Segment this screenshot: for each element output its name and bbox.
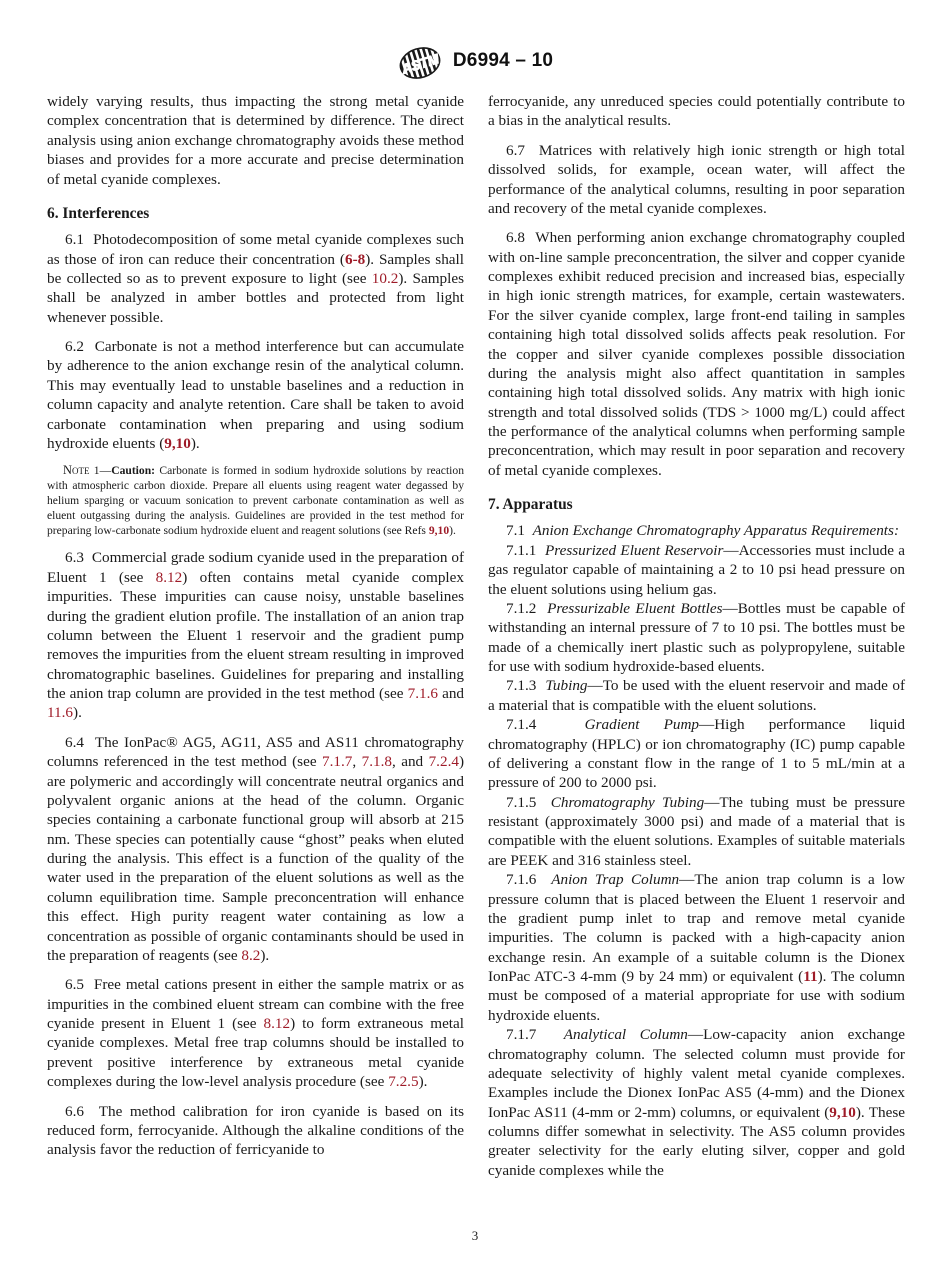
paragraph-7-1-7-text-1: —Low-capacity anion exchange chromatography column. The selected column must provide for adequate selectivity of highly valent metal cyanide complexes. Examples include the Dionex IonPac AS5 (4-mm) and the Dionex IonPac AS11 (4-mm or 2-mm) columns, or equivalent ( (488, 1026, 905, 1121)
paragraph-7-1-7-title: Analytical Column (563, 1026, 688, 1044)
svg-text:ASTM: ASTM (399, 51, 441, 77)
paragraph-6-2-text-1: Carbonate is not a method interference but can accumulate by adherence to the anion exchange resin of the analytical column. This may eventually lead to unstable baselines and a reduction in column capacity and analyte retention. Care shall be taken to avoid carbonate contamination when preparing and using sodium hydroxide eluents ( (47, 338, 464, 452)
link-section-7-1-7[interactable]: 7.1.7 (322, 753, 353, 771)
document-number: D6994 – 10 (452, 50, 554, 71)
paragraph-6-8-text-1: When performing anion exchange chromatography coupled with on-line sample preconcentration, the silver and copper cyanide complexes exhibit reduced precision and increased bias, especially in high ionic strength matrices, for example, certain wastewaters. For the silver cyanide complex, large front-end tailing in samples containing high total dissolved solids affects peak resolution. For the copper and silver cyanide complexes possible dissociation during the analysis might also affect quantitation in samples containing high total dissolved solids. Any matrix with high ionic strength and total dissolved solids (TDS > 1000 mg/L) could affect the performance of the analytical columns when performing sample preconcentration, which may result in poor separation and recovery of metal cyanide complexes. (488, 229, 905, 479)
clause-number-7-1-7: 7.1.7 (506, 1026, 537, 1044)
link-ref-11[interactable]: 11 (803, 968, 818, 985)
paragraph-6-4-text-4: ) are polymeric and accordingly will concentrate neutral organics and polyvalent organic anions at the head of the column. Organic species containing a carbonate functional group will absorb at 215 nm. These species can potentially cause “ghost” peaks when eluted during the analysis. This effect is a function of the quality of the water used in the preparation of the eluent solutions as well as the column equilibration time. Sample preconcentration will enhance this effect. High purity reagent water containing as low a concentration as possible of organic contaminants should be used in the preparation of reagents (see (47, 753, 465, 964)
link-section-10-2[interactable]: 10.2 (371, 269, 399, 287)
clause-number-7-1-5: 7.1.5 (506, 793, 537, 811)
link-section-11-6[interactable]: 11.6 (47, 704, 74, 722)
link-section-8-12-a[interactable]: 8.12 (155, 568, 183, 586)
paragraph-6-3-text-2: ) often contains metal cyanide complex impurities. These impurities can cause noisy, unstable baselines during the gradient elution profile. The installation of an anion trap column between the Eluent 1 reservoir and the gradient pump removes the impurities from the eluent stream resulting in improved chromatographic baselines. Guidelines for preparing and installing the anion trap column are provided in the test method (see (47, 568, 464, 703)
paragraph-6-5-text-2: ) to form extraneous metal cyanide complexes. Metal free trap columns should be installed to prevent positive interference by extraneous metal cyanide complexes during the low-level analysis procedure (see (47, 1015, 464, 1091)
paragraph-7-1-title: Anion Exchange Chromatography Apparatus Requirements: (532, 522, 899, 540)
paragraph-7-1-5-title: Chromatography Tubing (550, 793, 705, 811)
note-text-1: Carbonate is formed in sodium hydroxide solutions by reaction with atmospheric carbon dioxide. Prepare all eluents using reagent water degassed by helium sparging or vacuum sonication to prevent carbonate contamination as well as eluent outgassing during the analysis. Guidelines are provided in the test method for preparing low-carbonate sodium hydroxide eluent and reagent solutions (see Refs (47, 464, 464, 537)
note-label: Note (63, 463, 90, 478)
section-heading-6: 6. Interferences (47, 204, 150, 222)
paragraph-6-5 (47, 975, 464, 1091)
paragraph-7-1-7 (488, 1025, 905, 1180)
note-text-2: ). (449, 523, 456, 537)
paragraph-6-3-text-4: ). (73, 704, 82, 722)
clause-number-7-1-3: 7.1.3 (506, 677, 537, 695)
paragraph-7-1-4 (488, 715, 905, 793)
clause-number-7-1-2: 7.1.2 (506, 599, 537, 617)
clause-number-6-6: 6.6 (65, 1102, 84, 1120)
two-column-body (47, 92, 905, 1180)
right-column (488, 92, 905, 1180)
paragraph-7-1-5 (488, 793, 905, 871)
paragraph-7-1-2-title: Pressurizable Eluent Bottles (547, 599, 723, 617)
paragraph-6-4-text-1: The IonPac® AG5, AG11, AS5 and AS11 chromatography columns referenced in the test method (see (47, 733, 464, 771)
link-section-7-2-5[interactable]: 7.2.5 (388, 1073, 419, 1091)
link-section-8-12-b[interactable]: 8.12 (263, 1015, 291, 1033)
paragraph-6-6-text-1: The method calibration for iron cyanide is based on its reduced form, ferrocyanide. Although the alkaline conditions of the analysis favor the reduction of ferricyanide to (47, 1102, 464, 1159)
note-caution-label: Caution: (111, 464, 156, 478)
paragraph-7-1-5-text: —The tubing must be pressure resistant (approximately 3000 psi) and made of a material that is compatible with the eluent solutions. Examples of suitable materials are PEEK and 316 stainless steel. (488, 793, 905, 869)
paragraph-6-3 (47, 548, 464, 722)
paragraph-7-1-2-text: —Bottles must be capable of withstanding an internal pressure of 7 to 10 psi. The bottles must be made of a chemically inert plastic such as polypropylene, suitable for use with sodium hydroxide-based eluents. (488, 599, 905, 675)
paragraph-6-1-text-2: ). Samples shall be collected so as to prevent exposure to light (see (47, 250, 464, 287)
clause-number-6-2: 6.2 (65, 338, 84, 355)
link-section-7-1-6[interactable]: 7.1.6 (407, 685, 438, 703)
left-column (47, 92, 464, 1180)
note-1-block (47, 463, 464, 538)
link-refs-9-10-a[interactable]: 9,10 (164, 434, 191, 452)
clause-number-7-1-4: 7.1.4 (506, 716, 537, 734)
paragraph-6-1 (47, 230, 464, 327)
clause-number-7-1-1: 7.1.1 (506, 541, 537, 559)
paragraph-7-1-3-text: —To be used with the eluent reservoir and made of a material that is compatible with the eluent solutions. (488, 677, 905, 714)
paragraph-7-1 (488, 521, 905, 540)
paragraph-intro: widely varying results, thus impacting the strong metal cyanide complex concentration that is determined by difference. The direct analysis using anion exchange chromatography avoids these method biases and provides for a more accurate and precise determination of metal cyanide complexes. (47, 93, 464, 188)
paragraph-6-5-text-3: ). (418, 1073, 428, 1091)
clause-number-6-3: 6.3 (65, 549, 84, 567)
paragraph-7-1-1-text: —Accessories must include a gas regulator capable of maintaining a 2 to 10 psi head pressure on the eluent solutions using helium gas. (488, 541, 905, 598)
page-header (0, 44, 950, 84)
paragraph-7-1-1 (488, 541, 905, 599)
paragraph-6-6-continuation: ferrocyanide, any unreduced species could potentially contribute to a bias in the analytical results. (488, 93, 905, 130)
paragraph-6-3-text-3: and (437, 685, 465, 703)
paragraph-6-1-text-1: Photodecomposition of some metal cyanide complexes such as those of iron can reduce their concentration ( (47, 231, 464, 268)
clause-number-6-8: 6.8 (506, 229, 525, 247)
paragraph-7-1-3 (488, 676, 905, 715)
section-heading-7: 7. Apparatus (488, 496, 573, 514)
page-number: 3 (471, 1228, 479, 1243)
paragraph-6-4-text-2: , (352, 753, 362, 771)
clause-number-7-1: 7.1 (506, 522, 525, 540)
header-inner (397, 44, 553, 78)
paragraph-7-1-2 (488, 599, 905, 677)
paragraph-6-2-text-2: ). (190, 434, 200, 452)
paragraph-6-2 (47, 337, 464, 453)
clause-number-6-4: 6.4 (65, 733, 84, 751)
paragraph-7-1-3-title: Tubing (545, 677, 588, 695)
paragraph-6-3-text-1: Commercial grade sodium cyanide used in the preparation of Eluent 1 (see (47, 549, 464, 586)
link-refs-9-10-note[interactable]: 9,10 (428, 523, 450, 537)
paragraph-7-1-1-title: Pressurized Eluent Reservoir (544, 541, 724, 559)
astm-logo-icon (397, 46, 443, 80)
clause-number-6-7: 6.7 (506, 141, 525, 159)
clause-number-7-1-6: 7.1.6 (506, 871, 537, 889)
paragraph-6-6 (47, 1102, 464, 1160)
note-number: 1— (89, 464, 112, 478)
paragraph-7-1-4-text: —High performance liquid chromatography (HPLC) or ion chromatography (IC) pump capable of delivering a constant flow in the range of 1 to 5 mL/min at a pressure of 200 to 2000 psi. (488, 716, 906, 792)
paragraph-6-5-text-1: Free metal cations present in either the sample matrix or as impurities in the combined eluent stream can combine with the free cyanide present in Eluent 1 (see (47, 976, 464, 1033)
link-refs-9-10-b[interactable]: 9,10 (829, 1103, 856, 1121)
paragraph-7-1-6 (488, 870, 905, 1025)
link-section-7-2-4[interactable]: 7.2.4 (428, 753, 459, 771)
paragraph-7-1-6-title: Anion Trap Column (551, 871, 680, 889)
page-footer (0, 1228, 950, 1244)
paragraph-7-1-7-text-2: ). These columns differ somewhat in selectivity. The AS5 column provides greater selectivity for the early eluting silver, copper and gold cyanide complexes while the (488, 1103, 905, 1179)
paragraph-7-1-6-text-1: —The anion trap column is a low pressure column that is placed between the Eluent 1 reservoir and the gradient pump inlet to trap and remove metal cyanide impurities. The column is packed with a high-capacity anion exchange resin. An example of a suitable column is the Dionex IonPac ATC-3 4-mm (9 by 24 mm) or equivalent ( (488, 871, 905, 985)
paragraph-6-1-text-3: ). Samples shall be analyzed in amber bottles and protected from light whenever possible. (47, 269, 464, 326)
paragraph-6-7 (488, 141, 905, 219)
paragraph-6-4-text-3: , and (391, 753, 429, 771)
link-section-7-1-8[interactable]: 7.1.8 (361, 753, 392, 771)
link-section-8-2[interactable]: 8.2 (241, 946, 261, 964)
paragraph-6-7-text-1: Matrices with relatively high ionic strength or high total dissolved solids, for example, ocean water, will affect the performance of the analytical columns, resulting in poor separation and recovery of the metal cyanide complexes. (488, 141, 905, 217)
paragraph-7-1-4-title: Gradient Pump (584, 716, 700, 734)
clause-number-6-1: 6.1 (65, 231, 84, 249)
link-refs-6-8[interactable]: 6-8 (344, 250, 366, 268)
paragraph-6-4 (47, 733, 464, 966)
paragraph-6-4-text-5: ). (260, 946, 270, 964)
paragraph-7-1-6-text-2: ). The column must be composed of a material appropriate for use with sodium hydroxide eluents. (488, 968, 905, 1024)
clause-number-6-5: 6.5 (65, 976, 84, 994)
paragraph-6-8 (488, 228, 905, 480)
